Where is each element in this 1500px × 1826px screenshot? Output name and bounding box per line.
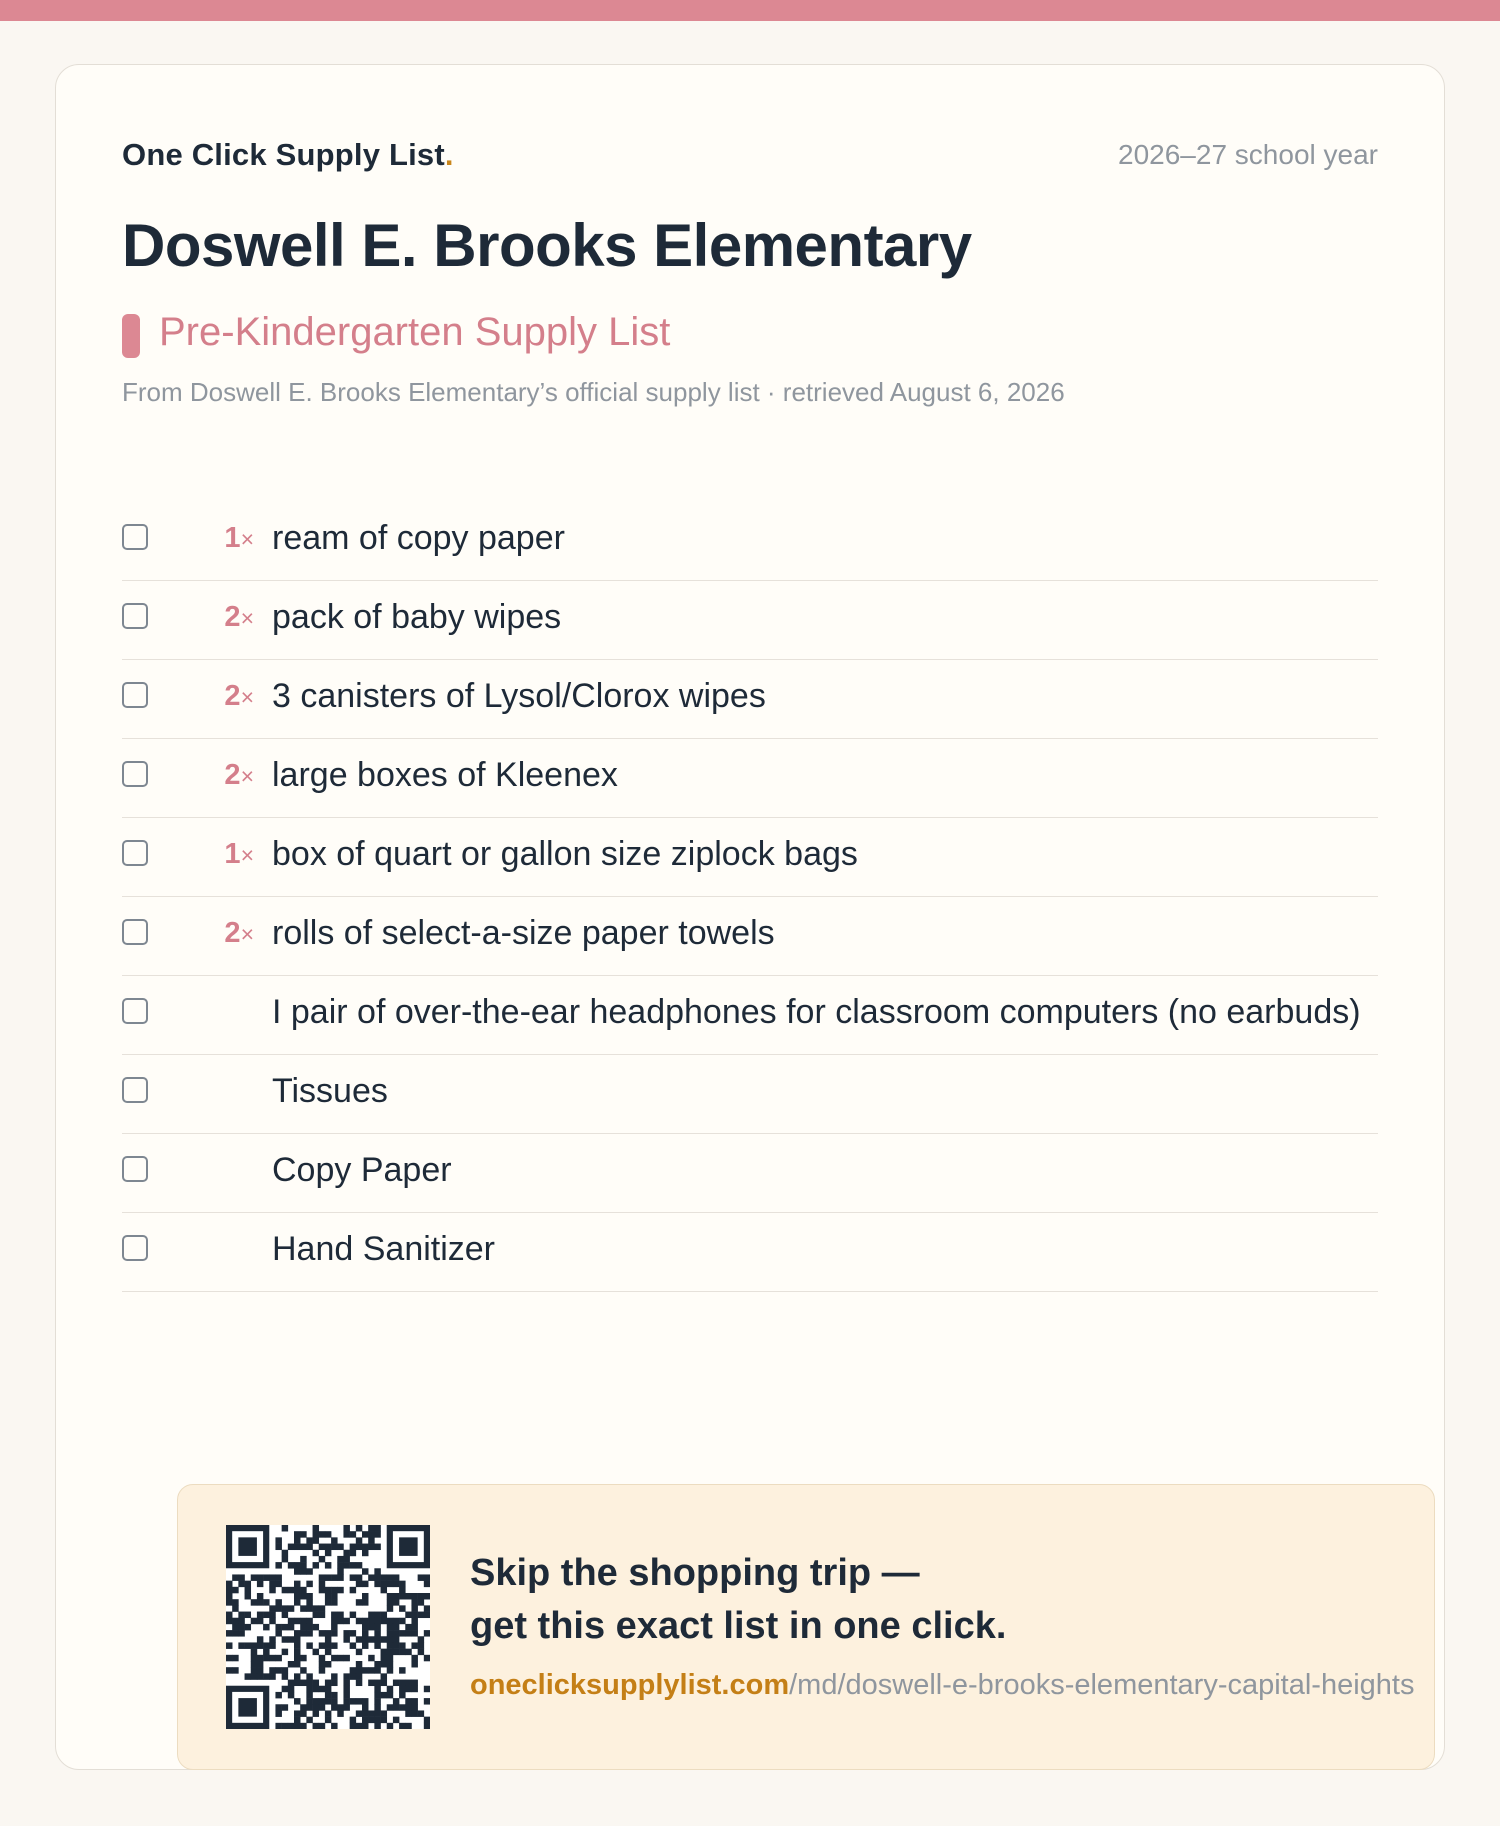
item-quantity-times: × [240,684,254,710]
brand-name: One Click Supply List [122,137,445,172]
item-name: rolls of select-a-size paper towels [272,914,775,952]
one-click-cta[interactable] [177,1484,1435,1770]
supply-item[interactable] [122,581,1378,660]
page-title: Doswell E. Brooks Elementary [122,212,972,279]
supply-item[interactable] [122,660,1378,739]
item-quantity [214,838,254,871]
item-name: I pair of over-the-ear headphones for classroom computers (no earbuds) [272,993,1361,1031]
item-quantity-number: 2 [224,601,241,633]
item-checkbox[interactable] [122,1077,148,1103]
cta-link[interactable] [470,1669,1414,1702]
cta-line-1: Skip the shopping trip — [470,1552,920,1594]
item-quantity [214,522,254,555]
item-checkbox[interactable] [122,998,148,1024]
qr-finder-pattern [226,1686,269,1729]
cta-link-domain: oneclicksupplylist.com [470,1669,790,1701]
item-quantity [214,759,254,792]
supply-items-list [122,502,1378,1292]
source-note: From Doswell E. Brooks Elementary’s official supply list · retrieved August 6, 2026 [122,377,1065,407]
supply-list-card [55,64,1445,1770]
cta-title [470,1547,1006,1653]
item-quantity-number: 1 [224,838,241,870]
item-quantity [214,601,254,634]
item-name: pack of baby wipes [272,598,562,636]
supply-item[interactable] [122,1055,1378,1134]
supply-item[interactable] [122,739,1378,818]
item-name: ream of copy paper [272,519,565,557]
qr-finder-pattern [387,1525,430,1568]
supply-item[interactable] [122,818,1378,897]
item-quantity-times: × [240,921,254,947]
top-accent-bar [0,0,1500,21]
item-quantity [214,680,254,713]
cta-line-2: get this exact list in one click. [470,1605,1007,1647]
item-checkbox[interactable] [122,840,148,866]
qr-finder-pattern [226,1525,269,1568]
item-quantity-times: × [240,526,254,552]
supply-item[interactable] [122,1134,1378,1213]
item-quantity-number: 2 [224,917,241,949]
item-checkbox[interactable] [122,682,148,708]
item-name: box of quart or gallon size ziplock bags [272,835,858,873]
item-name: Copy Paper [272,1151,452,1189]
supply-item[interactable] [122,1213,1378,1292]
item-quantity-times: × [240,605,254,631]
item-name: large boxes of Kleenex [272,756,618,794]
item-quantity-number: 2 [224,759,241,791]
item-checkbox[interactable] [122,1235,148,1261]
qr-code[interactable] [226,1525,430,1729]
item-checkbox[interactable] [122,761,148,787]
item-name: 3 canisters of Lysol/Clorox wipes [272,677,766,715]
item-quantity-times: × [240,763,254,789]
item-checkbox[interactable] [122,919,148,945]
supply-item[interactable] [122,976,1378,1055]
brand-logo[interactable] [122,137,454,173]
supply-item[interactable] [122,897,1378,976]
item-quantity [214,917,254,950]
grade-list-title: Pre-Kindergarten Supply List [159,310,671,354]
item-quantity-number: 2 [224,680,241,712]
school-year: 2026–27 school year [1118,139,1378,170]
item-name: Hand Sanitizer [272,1230,496,1268]
item-checkbox[interactable] [122,524,148,550]
supply-item[interactable] [122,502,1378,581]
item-quantity-times: × [240,842,254,868]
cta-link-path: /md/doswell-e-brooks-elementary-capital-heights [789,1669,1415,1701]
item-quantity-number: 1 [224,522,241,554]
grade-accent-bar [122,314,140,358]
item-checkbox[interactable] [122,603,148,629]
card-header [122,137,1378,177]
brand-dot: . [444,137,454,172]
item-checkbox[interactable] [122,1156,148,1182]
item-name: Tissues [272,1072,388,1110]
